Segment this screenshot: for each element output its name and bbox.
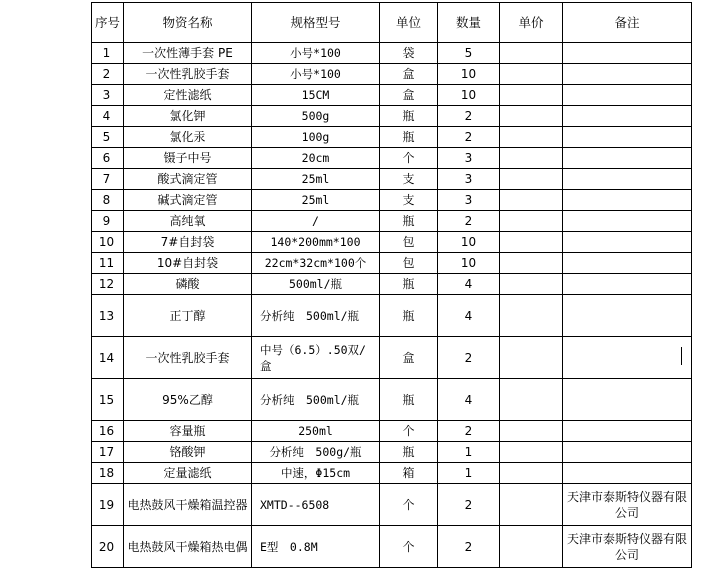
item-unit (380, 484, 438, 526)
item-qty (438, 274, 500, 295)
item-name-text: 氯化钾 (169, 109, 206, 123)
item-unit-text: 箱 (402, 466, 415, 480)
header-name: 物资名称 (124, 3, 252, 43)
item-spec-text: 250ml (298, 424, 333, 438)
item-note (563, 379, 692, 421)
item-qty (438, 484, 500, 526)
item-unit-text: 瓶 (402, 445, 415, 459)
item-note (563, 442, 692, 463)
row-no-text: 11 (98, 256, 115, 270)
item-unit (380, 526, 438, 568)
row-no-text: 4 (102, 109, 111, 123)
item-unit (380, 442, 438, 463)
item-qty (438, 442, 500, 463)
row-no (92, 127, 124, 148)
item-qty-text: 2 (464, 214, 473, 228)
item-spec (252, 148, 380, 169)
item-spec-text: 500g (301, 109, 330, 123)
item-unit (380, 337, 438, 379)
item-price (500, 526, 563, 568)
item-spec-text: 小号*100 (290, 67, 341, 81)
item-name-text: 氯化汞 (169, 130, 206, 144)
item-unit-text: 盒 (402, 88, 415, 102)
item-spec (252, 64, 380, 85)
item-spec-text: 中速，Φ15cm (280, 466, 351, 480)
item-qty-text: 10 (460, 256, 477, 270)
table-row (92, 484, 692, 526)
item-unit-text: 瓶 (402, 109, 415, 123)
item-spec (252, 190, 380, 211)
item-note (563, 169, 692, 190)
item-name (124, 85, 252, 106)
row-no (92, 337, 124, 379)
item-qty-text: 2 (464, 130, 473, 144)
row-no-text: 2 (102, 67, 111, 81)
row-no (92, 211, 124, 232)
row-no-text: 15 (98, 392, 115, 407)
item-unit-text: 盒 (402, 67, 415, 81)
row-no (92, 64, 124, 85)
row-no (92, 43, 124, 64)
item-price (500, 148, 563, 169)
item-unit (380, 190, 438, 211)
item-spec (252, 232, 380, 253)
item-spec (252, 85, 380, 106)
item-qty (438, 64, 500, 85)
item-name-text: 磷酸 (175, 277, 200, 291)
item-unit (380, 211, 438, 232)
item-price (500, 43, 563, 64)
row-no-text: 6 (102, 151, 111, 165)
item-qty-text: 10 (460, 67, 477, 81)
item-qty-text: 3 (464, 151, 473, 165)
row-no-text: 7 (102, 172, 111, 186)
item-spec-text: 25ml (301, 172, 330, 186)
row-no-text: 9 (102, 214, 111, 228)
table-row (92, 253, 692, 274)
item-spec (252, 43, 380, 64)
item-qty-text: 3 (464, 172, 473, 186)
item-price (500, 421, 563, 442)
item-price (500, 484, 563, 526)
item-name-text: 定量滤纸 (163, 466, 212, 480)
row-no (92, 274, 124, 295)
header-spec: 规格型号 (252, 3, 380, 43)
row-no-text: 20 (98, 539, 115, 554)
item-note (563, 463, 692, 484)
item-qty-text: 3 (464, 193, 473, 207)
item-qty (438, 169, 500, 190)
item-unit-text: 支 (402, 193, 415, 207)
table-row (92, 211, 692, 232)
item-spec-text: 15CM (301, 88, 330, 102)
row-no (92, 169, 124, 190)
item-note (563, 211, 692, 232)
item-spec-text: E型 0.8M (260, 539, 318, 554)
item-name (124, 337, 252, 379)
item-name (124, 463, 252, 484)
item-spec-text: 22cm*32cm*100个 (264, 256, 367, 270)
item-unit (380, 421, 438, 442)
item-note (563, 295, 692, 337)
item-name-text: 铬酸钾 (169, 445, 206, 459)
item-unit-text: 瓶 (402, 392, 415, 407)
item-note (563, 148, 692, 169)
item-qty (438, 379, 500, 421)
item-price (500, 337, 563, 379)
item-note (563, 484, 692, 526)
item-name (124, 442, 252, 463)
item-spec (252, 106, 380, 127)
item-qty (438, 253, 500, 274)
item-qty-text: 2 (464, 539, 473, 554)
item-price (500, 442, 563, 463)
item-unit-text: 个 (402, 151, 415, 165)
row-no (92, 379, 124, 421)
item-name-text: 7#自封袋 (160, 235, 215, 249)
item-name (124, 148, 252, 169)
item-name-text: 电热鼓风干燥箱热电偶 (127, 539, 248, 554)
item-qty (438, 526, 500, 568)
item-name (124, 379, 252, 421)
item-unit-text: 包 (402, 256, 415, 270)
item-qty-text: 2 (464, 109, 473, 123)
item-spec (252, 274, 380, 295)
item-name-text: 10#自封袋 (156, 256, 219, 270)
item-name (124, 43, 252, 64)
item-spec (252, 484, 380, 526)
table-row (92, 85, 692, 106)
row-no-text: 19 (98, 497, 115, 512)
row-no (92, 295, 124, 337)
item-price (500, 463, 563, 484)
item-spec (252, 337, 380, 379)
item-unit-text: 瓶 (402, 214, 415, 228)
item-qty-text: 10 (460, 235, 477, 249)
item-name (124, 274, 252, 295)
item-qty-text: 2 (464, 497, 473, 512)
row-no-text: 14 (98, 350, 115, 365)
item-name-text: 容量瓶 (169, 424, 206, 438)
item-qty (438, 295, 500, 337)
item-unit (380, 85, 438, 106)
item-unit (380, 148, 438, 169)
item-note (563, 253, 692, 274)
table-row (92, 43, 692, 64)
item-name (124, 211, 252, 232)
item-spec (252, 211, 380, 232)
item-name-text: 一次性乳胶手套 (145, 350, 230, 365)
item-qty-text: 1 (464, 466, 473, 480)
item-qty-text: 4 (464, 308, 473, 323)
item-unit-text: 瓶 (402, 308, 415, 323)
item-price (500, 85, 563, 106)
item-name-text: 高纯氧 (169, 214, 206, 228)
item-spec-text: 小号*100 (290, 46, 341, 60)
row-no (92, 148, 124, 169)
item-price (500, 253, 563, 274)
item-unit-text: 个 (402, 497, 415, 512)
item-unit (380, 253, 438, 274)
text-cursor (681, 347, 682, 365)
table-row (92, 190, 692, 211)
item-spec-text: 中号（6.5）.50双/盒 (260, 342, 366, 373)
table-row (92, 106, 692, 127)
row-no (92, 484, 124, 526)
item-spec (252, 526, 380, 568)
row-no-text: 13 (98, 308, 115, 323)
item-qty (438, 127, 500, 148)
item-unit (380, 106, 438, 127)
row-no (92, 442, 124, 463)
item-note (563, 64, 692, 85)
item-note (563, 526, 692, 568)
table-row (92, 274, 692, 295)
item-price (500, 127, 563, 148)
item-note-text: 天津市泰斯特仪器有限公司 (566, 489, 687, 520)
item-price (500, 190, 563, 211)
item-unit-text: 袋 (402, 46, 415, 60)
item-spec (252, 253, 380, 274)
item-unit (380, 295, 438, 337)
header-row (92, 3, 692, 43)
materials-table (91, 2, 692, 568)
item-qty-text: 1 (464, 445, 473, 459)
item-qty-text: 10 (460, 88, 477, 102)
row-no-text: 12 (98, 277, 115, 291)
item-spec-text: / (312, 214, 319, 228)
item-spec-text: 500ml/瓶 (288, 277, 343, 291)
header-qty: 数量 (438, 3, 500, 43)
item-qty-text: 2 (464, 350, 473, 365)
row-no (92, 190, 124, 211)
item-price (500, 211, 563, 232)
item-name (124, 484, 252, 526)
item-name (124, 421, 252, 442)
row-no (92, 85, 124, 106)
item-spec (252, 463, 380, 484)
item-unit (380, 64, 438, 85)
item-qty (438, 148, 500, 169)
item-unit-text: 包 (402, 235, 415, 249)
item-spec-text: XMTD--6508 (260, 497, 330, 512)
item-note (563, 43, 692, 64)
item-unit (380, 274, 438, 295)
item-note (563, 274, 692, 295)
row-no-text: 1 (102, 46, 111, 60)
item-spec (252, 295, 380, 337)
item-name-text: 一次性薄手套 PE (142, 46, 233, 60)
item-qty (438, 421, 500, 442)
row-no (92, 421, 124, 442)
item-name (124, 64, 252, 85)
item-qty (438, 232, 500, 253)
item-price (500, 379, 563, 421)
item-price (500, 106, 563, 127)
item-spec-text: 分析纯 500ml/瓶 (260, 308, 360, 323)
item-unit (380, 43, 438, 64)
row-no (92, 526, 124, 568)
item-name-text: 定性滤纸 (163, 88, 212, 102)
row-no-text: 3 (102, 88, 111, 102)
item-note-text: 天津市泰斯特仪器有限公司 (566, 531, 687, 562)
row-no-text: 18 (98, 466, 115, 480)
item-note (563, 337, 692, 379)
item-price (500, 232, 563, 253)
item-note (563, 106, 692, 127)
row-no-text: 17 (98, 445, 115, 459)
item-qty (438, 85, 500, 106)
item-spec (252, 169, 380, 190)
item-unit (380, 232, 438, 253)
item-price (500, 295, 563, 337)
item-name-text: 95%乙醇 (162, 392, 213, 407)
item-name (124, 106, 252, 127)
row-no-text: 10 (98, 235, 115, 249)
item-name (124, 232, 252, 253)
row-no (92, 463, 124, 484)
item-unit (380, 379, 438, 421)
table-row (92, 64, 692, 85)
item-spec-text: 分析纯 500ml/瓶 (260, 392, 360, 407)
document-table-area (91, 2, 692, 568)
item-spec-text: 分析纯 500g/瓶 (269, 445, 362, 459)
item-name-text: 正丁醇 (169, 308, 206, 323)
table-row (92, 169, 692, 190)
header-unit: 单位 (380, 3, 438, 43)
table-row (92, 232, 692, 253)
item-note (563, 127, 692, 148)
item-qty (438, 463, 500, 484)
item-price (500, 64, 563, 85)
item-unit-text: 盒 (402, 350, 415, 365)
item-qty (438, 43, 500, 64)
item-price (500, 169, 563, 190)
item-spec (252, 421, 380, 442)
item-unit (380, 169, 438, 190)
header-no: 序号 (92, 3, 124, 43)
item-spec (252, 127, 380, 148)
item-name (124, 190, 252, 211)
item-name (124, 127, 252, 148)
item-note (563, 232, 692, 253)
item-unit-text: 瓶 (402, 130, 415, 144)
item-unit-text: 个 (402, 539, 415, 554)
item-name-text: 镊子中号 (163, 151, 212, 165)
table-row (92, 442, 692, 463)
table-row (92, 295, 692, 337)
item-qty-text: 5 (464, 46, 473, 60)
row-no-text: 8 (102, 193, 111, 207)
item-note (563, 421, 692, 442)
item-name (124, 526, 252, 568)
table-row (92, 337, 692, 379)
item-name-text: 电热鼓风干燥箱温控器 (127, 497, 248, 512)
item-spec (252, 442, 380, 463)
header-note: 备注 (563, 3, 692, 43)
item-spec-text: 20cm (301, 151, 330, 165)
item-name (124, 169, 252, 190)
item-note (563, 190, 692, 211)
table-row (92, 379, 692, 421)
item-name (124, 253, 252, 274)
item-name (124, 295, 252, 337)
item-unit-text: 个 (402, 424, 415, 438)
item-qty-text: 4 (464, 392, 473, 407)
item-unit (380, 127, 438, 148)
item-unit-text: 瓶 (402, 277, 415, 291)
item-spec (252, 379, 380, 421)
item-qty-text: 4 (464, 277, 473, 291)
item-spec-text: 25ml (301, 193, 330, 207)
item-qty (438, 211, 500, 232)
row-no (92, 253, 124, 274)
item-name-text: 一次性乳胶手套 (145, 67, 230, 81)
header-price: 单价 (500, 3, 563, 43)
item-qty (438, 337, 500, 379)
item-qty-text: 2 (464, 424, 473, 438)
table-row (92, 463, 692, 484)
table-row (92, 127, 692, 148)
item-name-text: 酸式滴定管 (157, 172, 218, 186)
item-price (500, 274, 563, 295)
item-qty (438, 190, 500, 211)
item-qty (438, 106, 500, 127)
item-name-text: 碱式滴定管 (157, 193, 218, 207)
table-row (92, 421, 692, 442)
item-spec-text: 100g (301, 130, 330, 144)
item-unit (380, 463, 438, 484)
item-spec-text: 140*200mm*100 (270, 235, 361, 249)
row-no-text: 16 (98, 424, 115, 438)
item-note (563, 85, 692, 106)
row-no (92, 106, 124, 127)
table-row (92, 526, 692, 568)
table-row (92, 148, 692, 169)
row-no (92, 232, 124, 253)
item-unit-text: 支 (402, 172, 415, 186)
row-no-text: 5 (102, 130, 111, 144)
